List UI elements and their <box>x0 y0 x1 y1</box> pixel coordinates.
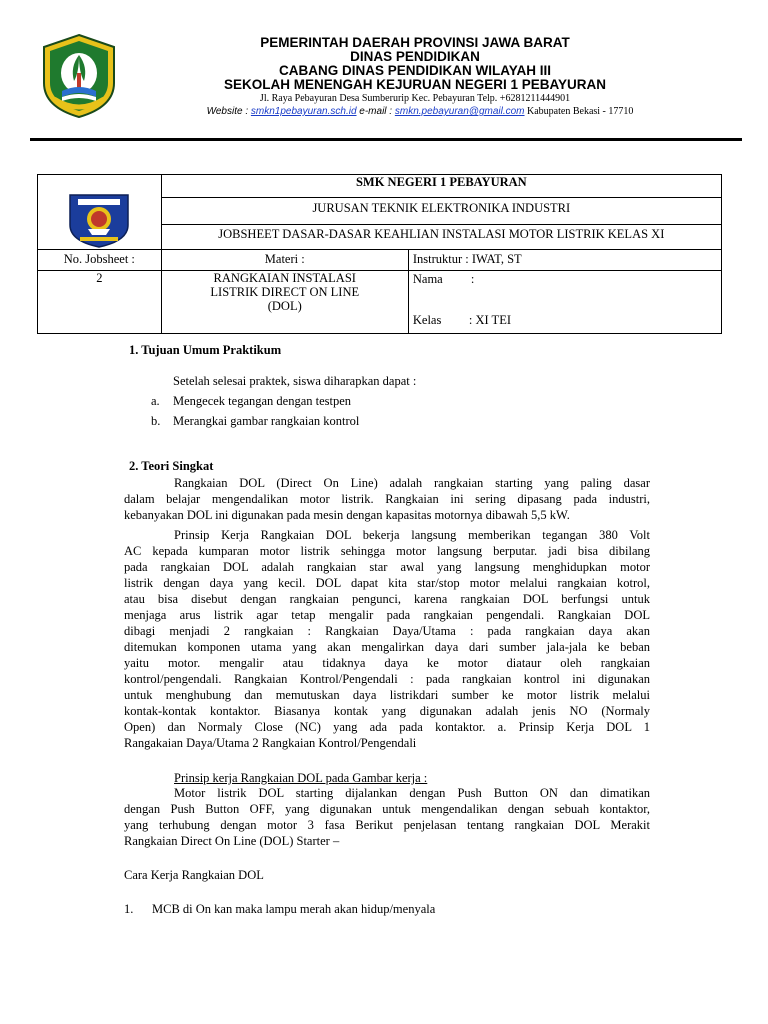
para2-line: ditemukan komponen utama yang akan mengalirkan daya dari sumber jala-jala ke beban <box>124 640 650 654</box>
jobsheet-title: JOBSHEET DASAR-DASAR KEAHLIAN INSTALASI MOTOR LISTRIK KELAS XI <box>161 224 721 249</box>
letterhead-contact <box>120 105 720 118</box>
para2-line: Open) dan Normaly Close (NC) yang ada pada kontaktor. a. Prinsip Kerja DOL 1 <box>124 720 650 734</box>
subheading-text: Prinsip kerja Rangkaian DOL pada Gambar kerja : <box>174 771 428 785</box>
email-label: e-mail : <box>356 106 395 117</box>
para2-line: pada rangkaian DOL adalah rangkaian star awal yang langsung menghidupkan motor <box>124 560 650 574</box>
para2-line: untuk menghubung dan memutuskan daya listrikdari sumber ke motor listrik melalui <box>124 688 650 702</box>
para2-line: Rangakaian Daya/Utama 2 Rangkaian Kontrol/Pengendali <box>124 736 417 750</box>
section1-item-a: Mengecek tegangan dengan testpen <box>173 394 352 408</box>
kelas-value: : XI TEI <box>468 313 511 327</box>
section2-subheading <box>174 770 427 786</box>
para2-line: AC kepada kumparan motor listrik sehingga motor langsung berputar. jadi bisa dibilang <box>124 544 650 558</box>
kelas-label: Kelas <box>412 313 442 327</box>
para2-line: menjaga arus listrik agar tetap mengalir pada rangkaian pengendali. Rangkaian DOL <box>124 608 650 622</box>
letterhead-line3: CABANG DINAS PENDIDIKAN WILAYAH III <box>278 63 552 78</box>
email-link[interactable]: smkn.pebayuran@gmail.com <box>394 106 525 117</box>
section1-intro: Setelah selesai praktek, siswa diharapkan dapat : <box>173 374 417 388</box>
letterhead-line1: PEMERINTAH DAERAH PROVINSI JAWA BARAT <box>260 35 570 50</box>
materi-line1: RANGKAIAN INSTALASI <box>213 271 356 285</box>
section2-para1 <box>124 475 650 523</box>
para1-line: kebanyakan DOL ini digunakan pada mesin dengan kapasitas motornya dibawah 5,5 kW. <box>124 508 570 522</box>
school-name: SMK NEGERI 1 PEBAYURAN <box>161 175 721 198</box>
nama-label: Nama <box>412 272 443 286</box>
section2-para3 <box>124 785 650 849</box>
materi-line2: LISTRIK DIRECT ON LINE <box>210 285 360 299</box>
para3-line: Rangkaian Direct On Line (DOL) Starter – <box>124 834 340 848</box>
para1-line: Rangkaian DOL (Direct On Line) adalah rangkaian starting yang paling dasar <box>174 476 650 490</box>
step1-text: MCB di On kan maka lampu merah akan hidup/menyala <box>152 902 436 916</box>
cara-kerja-heading: Cara Kerja Rangkaian DOL <box>124 868 264 882</box>
para2-line: kontak-kontak kontaktor. Biasanya kontak yang digunakan adalah jenis NO (Normaly <box>124 704 650 718</box>
department-name: JURUSAN TEKNIK ELEKTRONIKA INDUSTRI <box>161 197 721 224</box>
para2-line: atau bisa disebut dengan rangkaian pengunci, karena rangkaian DOL berfungsi untuk <box>124 592 650 606</box>
section1-item-b-marker: b. <box>151 414 161 428</box>
letterhead-address: Jl. Raya Pebayuran Desa Sumberurip Kec. Pebayuran Telp. +6281211444901 <box>259 93 571 104</box>
student-info-cell <box>408 271 721 334</box>
para1-line: dalam belajar mengendalikan motor listrik. Rangkaian ini sering dipasang pada industri, <box>124 492 650 506</box>
west-java-emblem-logo <box>40 33 118 119</box>
para3-line: yang terhubung dengan motor 3 fasa Berikut penjelasan tentang rangkaian DOL Merakit <box>124 818 650 832</box>
para3-line: dengan Push Button OFF, yang digunakan untuk mengendalikan dengan sebuah kontaktor, <box>124 802 650 816</box>
city: Kabupaten Bekasi - 17710 <box>524 106 634 117</box>
letterhead-line2: DINAS PENDIDIKAN <box>350 49 480 64</box>
para2-line: Prinsip Kerja Rangkaian DOL bekerja langsung memberikan tegangan 380 Volt <box>174 528 650 542</box>
para2-line: dibagi menjadi 2 rangkaian : Rangkaian Daya/Utama : pada rangkaian daya akan <box>124 624 650 638</box>
section1-item-a-marker: a. <box>151 394 160 408</box>
materi-header: Materi : <box>161 250 408 271</box>
para2-line: listrik dengan daya yang kecil. DOL dapat kita star/stop motor melalui rangkaian kotrol, <box>124 576 650 590</box>
section2-para2 <box>124 527 650 751</box>
step1-marker: 1. <box>124 902 134 916</box>
jobsheet-header-table <box>37 174 722 334</box>
website-link[interactable]: smkn1pebayuran.sch.id <box>250 106 357 117</box>
letterhead-line4: SEKOLAH MENENGAH KEJURUAN NEGERI 1 PEBAYURAN <box>223 77 607 92</box>
section1-item-b: Merangkai gambar rangkaian kontrol <box>173 414 360 428</box>
instruktur-header: Instruktur : IWAT, ST <box>408 250 721 271</box>
school-logo-cell <box>38 175 162 250</box>
jobsheet-number: 2 <box>38 271 162 334</box>
para2-line: kontrol/pengendali. Rangkaian Kontrol/Pengendali : pada rangkaian kontrol ini digunakan <box>124 672 650 686</box>
materi-line3: (DOL) <box>267 299 302 313</box>
materi-value <box>161 271 408 334</box>
letterhead-divider <box>30 138 742 141</box>
para2-line: yaitu motor. mengalir atau tidaknya daya ke motor diataur oleh rangkaian <box>124 656 650 670</box>
section2-title: 2. Teori Singkat <box>129 459 214 473</box>
para3-line: Motor listrik DOL starting dijalankan dengan Push Button ON dan dimatikan <box>174 786 650 800</box>
website-label: Website : <box>206 106 251 117</box>
no-jobsheet-header: No. Jobsheet : <box>38 250 162 271</box>
nama-separator: : <box>470 272 475 286</box>
school-logo <box>66 189 132 249</box>
section1-title: 1. Tujuan Umum Praktikum <box>129 343 282 357</box>
